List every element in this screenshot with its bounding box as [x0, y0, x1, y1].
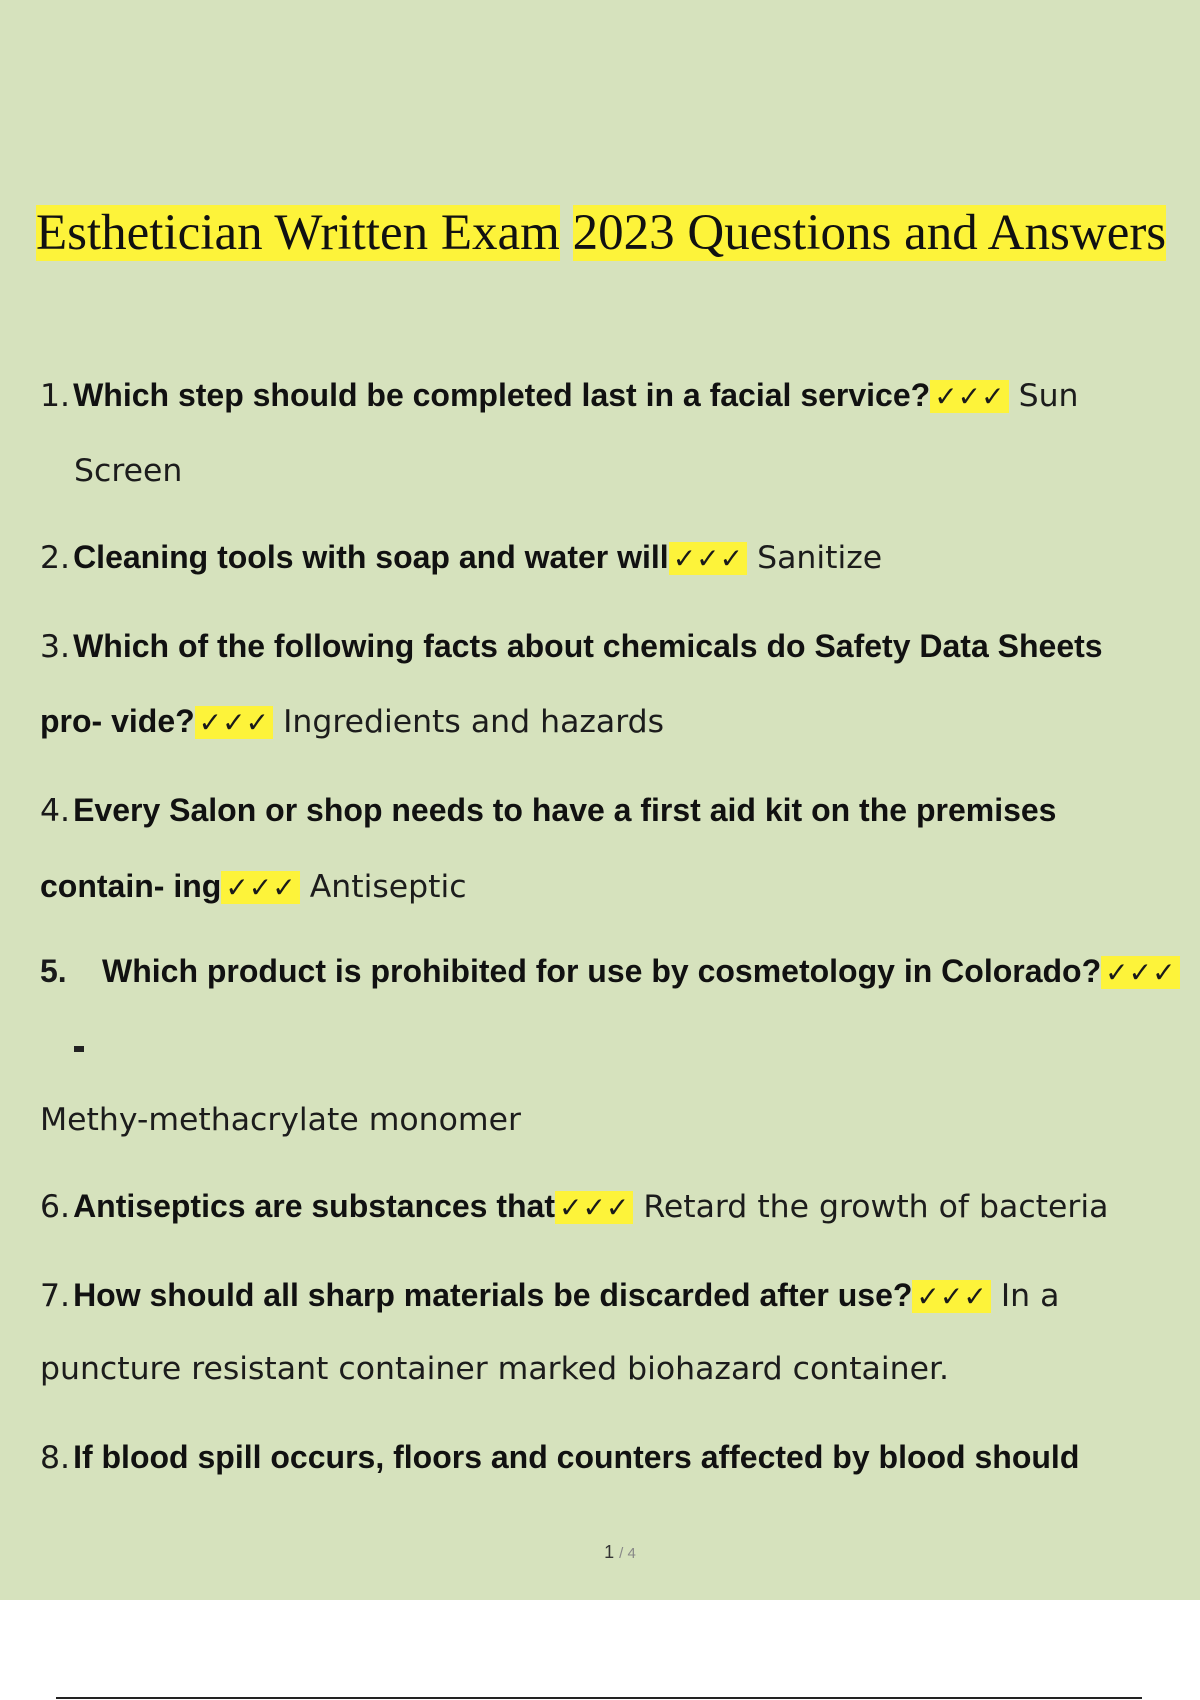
- question-number: 3.: [40, 629, 71, 665]
- question-text: Cleaning tools with soap and water will: [73, 539, 669, 575]
- question-7: [40, 1274, 1059, 1318]
- question-number: 1.: [40, 378, 71, 414]
- question-text: Which product is prohibited for use by cosmetology in Colorado?: [102, 953, 1102, 989]
- check-marks: ✓✓✓: [1101, 956, 1179, 989]
- check-marks: ✓✓✓: [195, 706, 273, 739]
- check-marks: ✓✓✓: [669, 542, 747, 575]
- page-indicator: [0, 1542, 1200, 1563]
- question-text: How should all sharp materials be discarded after use?: [73, 1277, 913, 1313]
- check-marks: ✓✓✓: [930, 380, 1008, 413]
- question-text: Antiseptics are substances that: [73, 1188, 555, 1224]
- check-marks: ✓✓✓: [555, 1191, 633, 1224]
- question-text: pro- vide?: [40, 703, 195, 739]
- title-part-1: Esthetician Written Exam: [36, 205, 560, 261]
- answer-text: Sanitize: [757, 540, 883, 576]
- check-marks: ✓✓✓: [912, 1280, 990, 1313]
- question-number: 8.: [40, 1440, 71, 1476]
- dash-divider: [74, 1046, 84, 1052]
- question-number: 7.: [40, 1278, 71, 1314]
- document-title: [36, 202, 1166, 264]
- total-pages: / 4: [619, 1545, 636, 1562]
- question-4: [40, 789, 1056, 832]
- answer-text: Ingredients and hazards: [283, 704, 665, 740]
- answer-text: Screen: [74, 453, 183, 489]
- answer-text: Retard the growth of bacteria: [643, 1189, 1109, 1225]
- question-1: [40, 374, 1079, 418]
- answer-1-continued: [74, 450, 182, 492]
- question-number: 2.: [40, 540, 71, 576]
- current-page: 1: [604, 1542, 615, 1562]
- question-number: 5.: [40, 953, 67, 989]
- question-4-continued: [40, 865, 467, 909]
- question-number: 6.: [40, 1189, 71, 1225]
- answer-7-continued: [40, 1348, 949, 1390]
- question-number: 4.: [40, 793, 71, 829]
- next-page-top-rule: [56, 1697, 1142, 1699]
- answer-5: [40, 1099, 521, 1141]
- answer-text: puncture resistant container marked biohazard container.: [40, 1351, 950, 1387]
- question-text: Every Salon or shop needs to have a first aid kit on the premises: [73, 792, 1057, 828]
- question-text: contain- ing: [40, 868, 222, 904]
- title-part-2: 2023 Questions and Answers: [572, 205, 1167, 261]
- answer-text: Sun: [1018, 378, 1079, 414]
- question-8: [40, 1436, 1079, 1479]
- question-5: [40, 950, 1180, 994]
- question-text: Which of the following facts about chemicals do Safety Data Sheets: [73, 628, 1103, 664]
- question-text: Which step should be completed last in a facial service?: [73, 377, 931, 413]
- question-3-continued: [40, 700, 664, 744]
- answer-text: Antiseptic: [309, 869, 467, 905]
- answer-text: Methy-methacrylate monomer: [40, 1102, 521, 1138]
- check-marks: ✓✓✓: [221, 871, 299, 904]
- answer-text: In a: [1000, 1278, 1060, 1314]
- question-text: If blood spill occurs, floors and counters affected by blood should: [73, 1439, 1080, 1475]
- question-3: [40, 625, 1103, 668]
- question-2: [40, 536, 882, 580]
- question-6: [40, 1185, 1108, 1229]
